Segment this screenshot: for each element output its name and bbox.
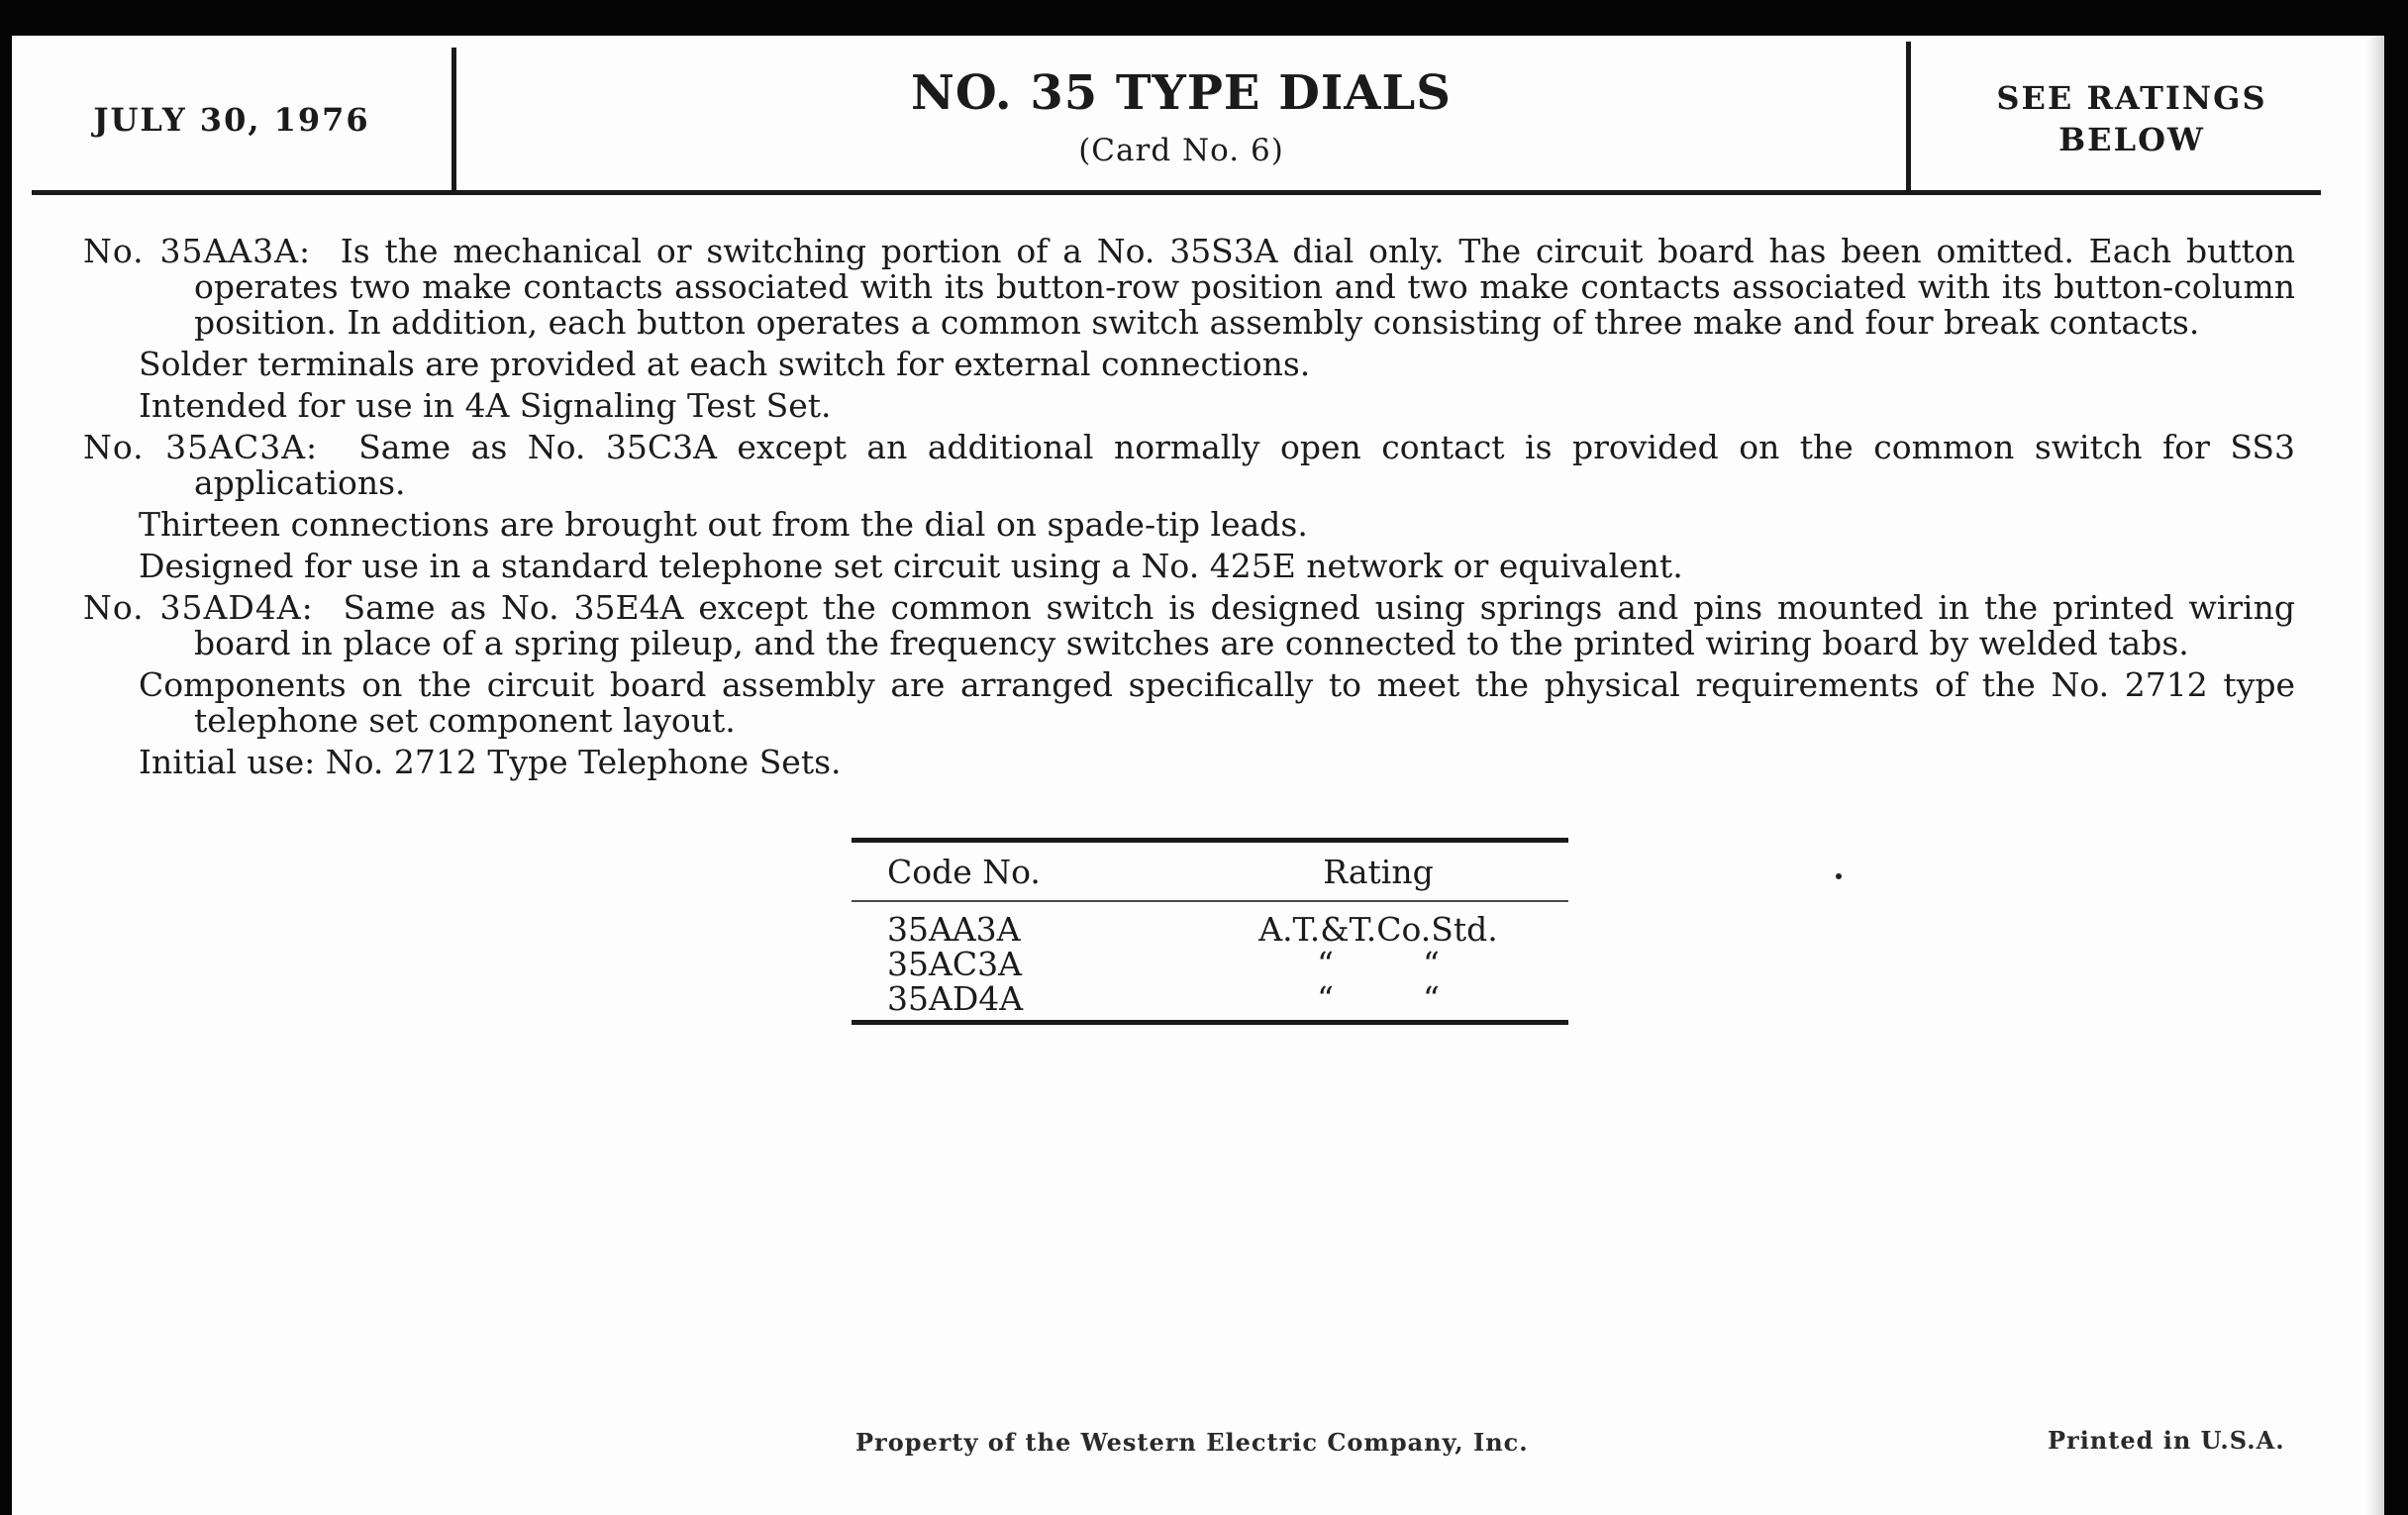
column-header-rating: Rating (1323, 852, 1434, 891)
table-row (852, 947, 1568, 981)
data-card (12, 36, 2384, 1515)
scan-speck (1836, 873, 1842, 879)
entry-note: Thirteen connections are brought out from the dial on spade-tip leads. (139, 505, 1308, 544)
entry-description: Is the mechanical or switching portion of a No. 35S3A dial only. The circuit board has been omitted. Each button operates two make contacts associated with its button-row position and two make contacts associated with its button-column position. In addition, each button operates a common switch assembly consisting of three make and four break contacts. (194, 232, 2295, 342)
entry-code: No. 35AC3A: (83, 428, 319, 466)
table-bottom-rule (852, 1020, 1568, 1025)
rating-cell-ditto (1188, 981, 1568, 1016)
ratings-note-line-1: SEE RATINGS (1996, 79, 2267, 117)
entry-note: Designed for use in a standard telephone set circuit using a No. 425E network or equivalent. (139, 547, 1683, 585)
ratings-note-line-2: BELOW (2058, 121, 2205, 158)
table-row (852, 912, 1568, 947)
ditto-mark: “ (1423, 979, 1440, 1018)
ratings-table (852, 838, 1568, 1025)
footer-property-notice: Property of the Western Electric Company, Inc. (855, 1428, 1529, 1457)
entry-code: No. 35AA3A: (83, 232, 312, 270)
entry-35aa3a (83, 234, 2295, 341)
card-subtitle: (Card No. 6) (1078, 133, 1284, 168)
table-row (852, 981, 1568, 1016)
entry-note: Initial use: No. 2712 Type Telephone Sets. (139, 743, 842, 781)
ratings-note (1911, 77, 2353, 160)
dial-descriptions (83, 234, 2295, 786)
entry-note: Solder terminals are provided at each switch for external connections. (139, 345, 1311, 383)
column-header-code: Code No. (887, 852, 1041, 891)
card-date: JULY 30, 1976 (93, 101, 370, 139)
header-rule (32, 190, 2321, 195)
ditto-mark: “ (1317, 945, 1334, 983)
entry-note: Intended for use in 4A Signaling Test Set. (139, 386, 832, 425)
entry-description: Same as No. 35E4A except the common switch is designed using springs and pins mounted in the printed wiring board in place of a spring pileup, and the frequency switches are connected to the printed wiring board by welded tabs. (194, 588, 2295, 662)
table-header-row (852, 843, 1568, 900)
code-cell: 35AC3A (887, 945, 1022, 983)
rating-cell: A.T.&T.Co.Std. (1258, 910, 1498, 949)
footer-printed-notice: Printed in U.S.A. (2048, 1426, 2285, 1455)
entry-35ad4a (83, 590, 2295, 661)
rating-cell-ditto (1188, 947, 1568, 981)
card-edge-shadow (2366, 36, 2384, 1515)
card-title: NO. 35 TYPE DIALS (911, 65, 1452, 121)
ditto-mark: “ (1317, 979, 1334, 1018)
entry-code: No. 35AD4A: (83, 588, 314, 627)
code-cell: 35AA3A (887, 910, 1021, 949)
ditto-mark: “ (1423, 945, 1440, 983)
entry-note: Components on the circuit board assembly are arranged specifically to meet the physical requirements of the No. 2712 type telephone set component layout. (139, 665, 2295, 740)
entry-description: Same as No. 35C3A except an additional normally open contact is provided on the common switch for SS3 applications. (194, 428, 2295, 502)
entry-35ac3a (83, 430, 2295, 501)
code-cell: 35AD4A (887, 979, 1024, 1018)
table-body (852, 902, 1568, 1020)
